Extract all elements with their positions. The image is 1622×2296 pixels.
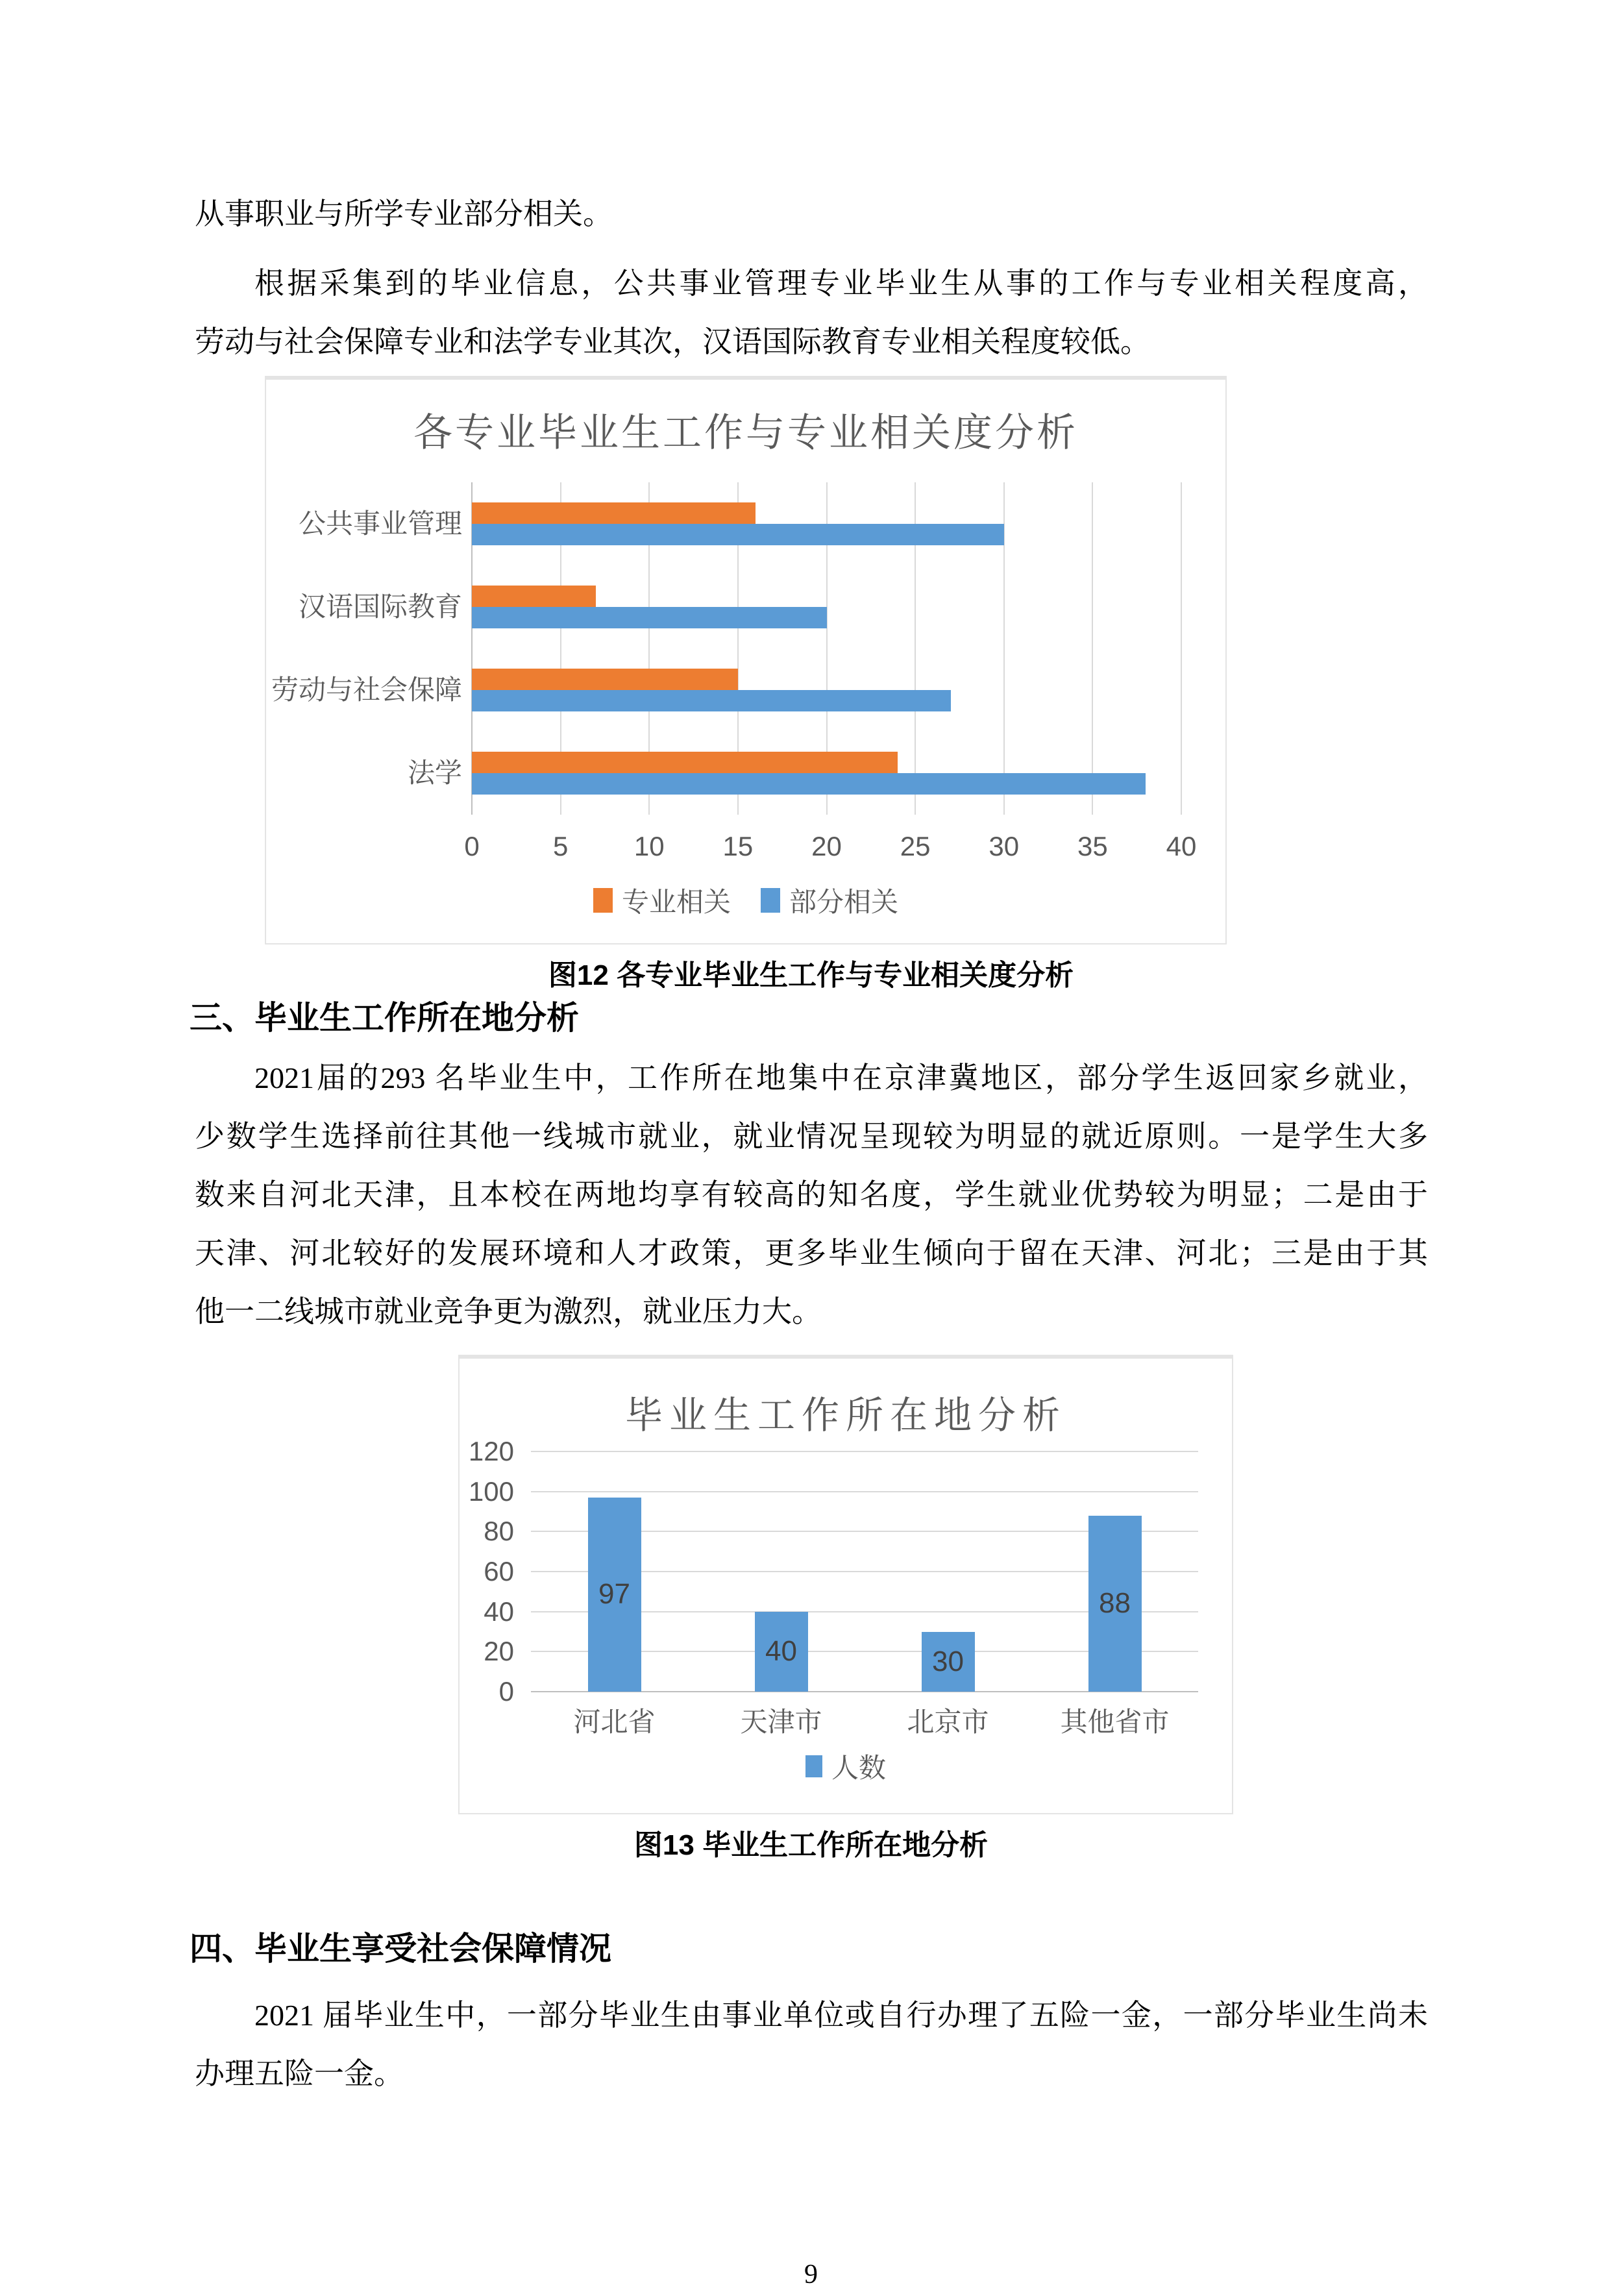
legend-label: 专业相关 [621,887,731,917]
y-axis-tick-label: 20 [484,1636,514,1667]
text-line: 办理五险一金。 [195,2057,404,2090]
category-label: 其他省市 [1060,1707,1170,1737]
legend-item [761,881,898,920]
category-label: 河北省 [573,1707,656,1737]
intro-paragraph [195,185,1428,243]
bar-partially-related [472,690,951,711]
page-number: 9 [804,2260,818,2290]
section4-paragraph [195,1986,1428,2103]
chart-title: 各专业毕业生工作与专业相关度分析 [413,411,1078,454]
text-line: 从事职业与所学专业部分相关。 [195,197,613,230]
text-line: 他一二线城市就业竞争更为激烈，就业压力大。 [195,1295,822,1328]
text-line: 根据采集到的毕业信息，公共事业管理专业毕业生从事的工作与专业相关程度高， [254,267,1428,300]
y-axis-tick-label: 120 [468,1436,514,1466]
y-axis-tick-label: 0 [498,1676,514,1707]
category-label: 天津市 [740,1707,822,1737]
section4-heading: 四、毕业生享受社会保障情况 [190,1931,611,1967]
category-label: 法学 [407,758,462,788]
legend-item [805,1747,886,1786]
gridline-horizontal [531,1491,1198,1492]
y-axis-tick-label: 40 [484,1596,514,1627]
bar-partially-related [472,773,1146,795]
text-line: 2021届的293 名毕业生中，工作所在地集中在京津冀地区，部分学生返回家乡就业， [254,1061,1428,1094]
section3-heading: 三、毕业生工作所在地分析 [190,1000,579,1036]
bar-professional-related [472,669,738,690]
x-axis-tick-label: 5 [552,831,569,861]
gridline-vertical [1092,482,1093,815]
legend-item [593,881,731,920]
x-axis-tick-label: 10 [633,831,665,861]
legend [460,1747,1232,1786]
figure12-chart [265,376,1227,944]
category-label: 公共事业管理 [298,508,462,539]
bar-value-label: 97 [598,1578,630,1611]
x-axis-tick-label: 15 [722,831,754,861]
y-axis-tick-label: 100 [468,1475,514,1507]
legend-label: 人数 [831,1753,886,1783]
y-axis-tick-label: 60 [484,1556,514,1586]
legend-swatch [805,1755,822,1777]
text-line: 少数学生选择前往其他一线城市就业，就业情况呈现较为明显的就近原则。一是学生大多 [195,1120,1428,1153]
x-axis-tick-label: 40 [1166,831,1197,861]
x-axis-tick-label: 20 [811,831,842,861]
text-line: 劳动与社会保障专业和法学专业其次，汉语国际教育专业相关程度较低。 [195,325,1150,358]
figure12-caption: 图12 各专业毕业生工作与专业相关度分析 [548,959,1074,991]
gridline-horizontal [531,1451,1198,1452]
category-label: 劳动与社会保障 [271,674,462,705]
x-axis-tick-label: 35 [1077,831,1108,861]
category-label: 北京市 [907,1707,989,1737]
text-line: 2021 届毕业生中，一部分毕业生由事业单位或自行办理了五险一金，一部分毕业生尚未 [254,1999,1428,2032]
legend-swatch [593,888,613,913]
relevance-paragraph [195,254,1428,371]
bar-partially-related [472,524,1004,545]
legend-swatch [761,888,780,913]
text-line: 数来自河北天津，且本校在两地均享有较高的知名度，学生就业优势较为明显；二是由于 [195,1178,1428,1211]
bar-value-label: 88 [1099,1587,1131,1620]
bar-professional-related [472,752,898,773]
category-label: 汉语国际教育 [298,591,462,622]
x-axis-tick-label: 0 [464,831,480,861]
gridline-vertical [1181,482,1182,815]
x-axis-tick-label: 30 [989,831,1020,861]
bar-professional-related [472,502,756,524]
bar-partially-related [472,607,827,628]
figure13-caption: 图13 毕业生工作所在地分析 [633,1829,989,1861]
legend-label: 部分相关 [789,887,899,917]
legend [266,881,1225,920]
bar-value-label: 30 [932,1645,964,1677]
y-axis-tick-label: 80 [484,1516,514,1547]
section3-paragraph [195,1049,1428,1341]
bar-value-label: 40 [765,1635,797,1668]
text-line: 天津、河北较好的发展环境和人才政策，更多毕业生倾向于留在天津、河北；三是由于其 [195,1237,1428,1270]
x-axis-tick-label: 25 [900,831,931,861]
chart-title: 毕业生工作所在地分析 [624,1394,1066,1437]
bar-professional-related [472,586,596,607]
figure13-chart [458,1355,1233,1814]
